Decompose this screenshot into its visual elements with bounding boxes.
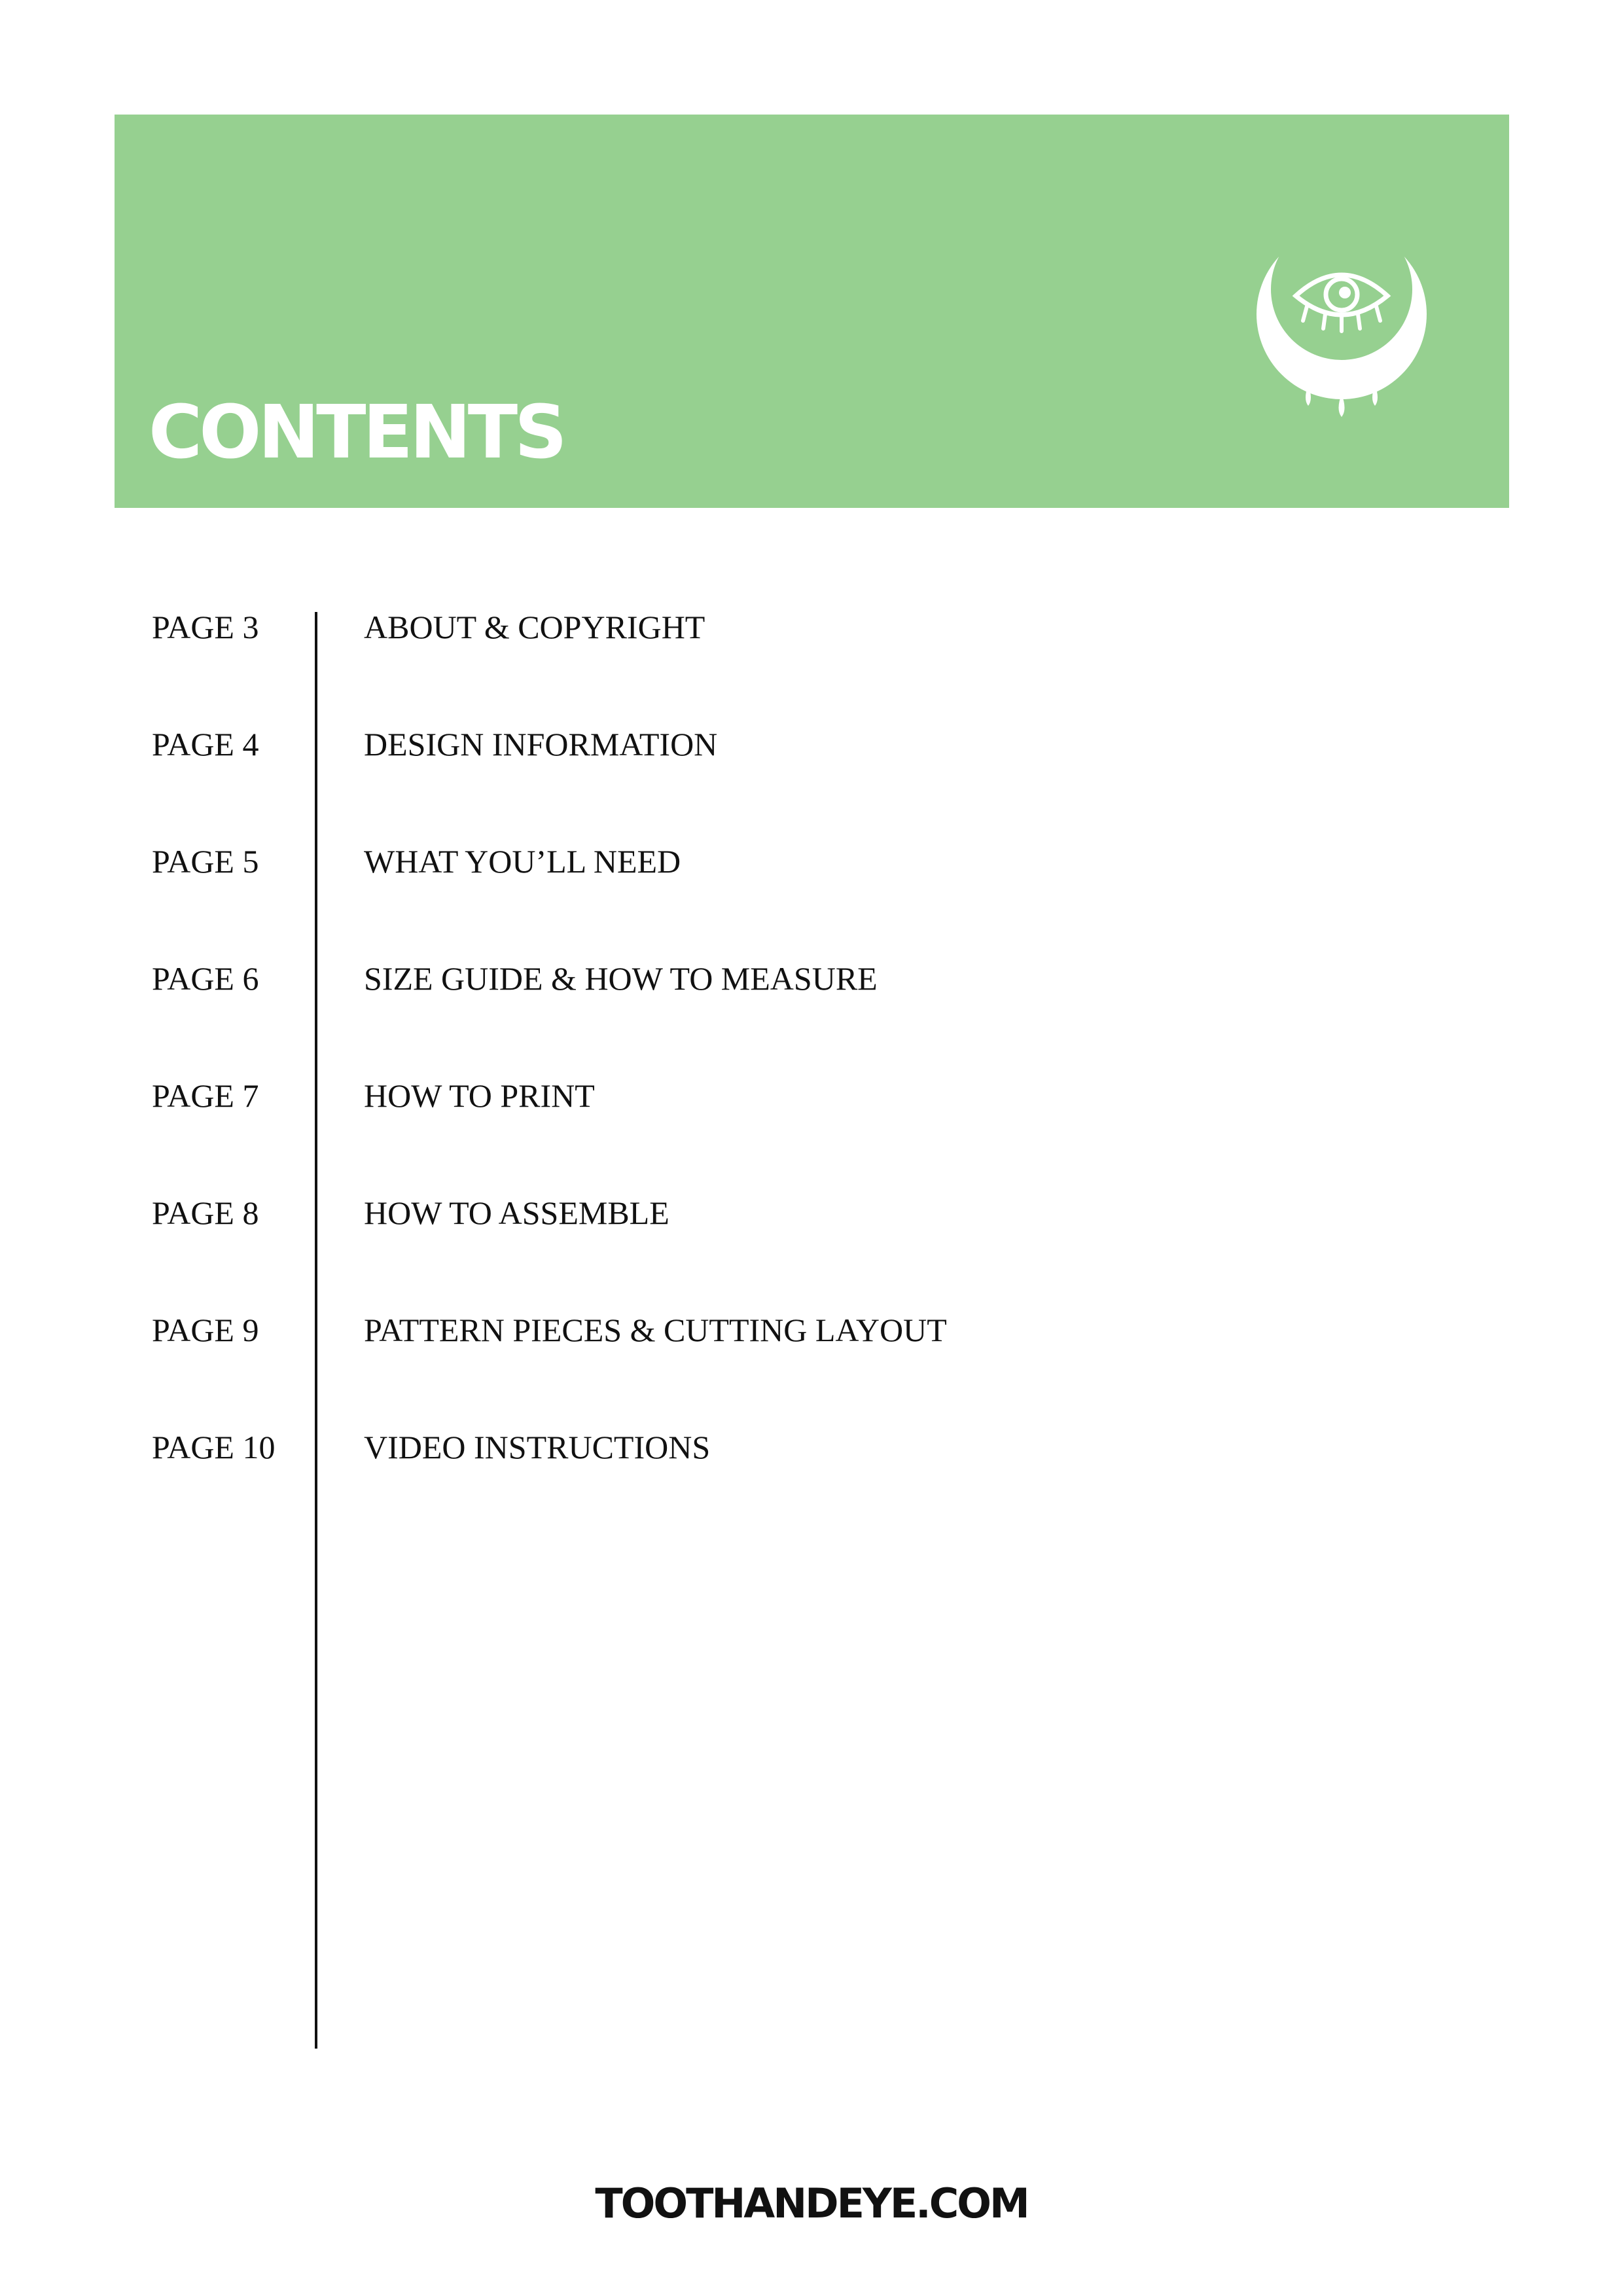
toc-item[interactable]	[0, 1304, 1623, 1356]
toc-item[interactable]	[0, 952, 1623, 1005]
toc-section-title: SIZE GUIDE & HOW TO MEASURE	[364, 960, 878, 997]
toc-item[interactable]	[0, 1187, 1623, 1239]
footer-website-link[interactable]: TOOTHANDEYE.COM	[595, 2179, 1028, 2227]
toc-page-number: PAGE 3	[152, 609, 259, 645]
toc-page-number: PAGE 6	[152, 960, 259, 997]
toc-page-number: PAGE 9	[152, 1312, 259, 1348]
toc-section-title: WHAT YOU’LL NEED	[364, 843, 681, 880]
toc-page-number: PAGE 4	[152, 726, 259, 762]
toc-item[interactable]	[0, 1421, 1623, 1473]
toc-section-title: PATTERN PIECES & CUTTING LAYOUT	[364, 1312, 947, 1348]
toc-section-title: HOW TO ASSEMBLE	[364, 1194, 669, 1231]
toc-page-number: PAGE 5	[152, 843, 259, 880]
toc-section-title: HOW TO PRINT	[364, 1077, 595, 1114]
toc-page-number: PAGE 10	[152, 1429, 276, 1465]
toc-item[interactable]	[0, 835, 1623, 888]
toc-section-title: DESIGN INFORMATION	[364, 726, 718, 762]
page-title: CONTENTS	[149, 390, 564, 475]
toc-page-number: PAGE 7	[152, 1077, 259, 1114]
toc-page-number: PAGE 8	[152, 1194, 259, 1231]
toc-item[interactable]	[0, 601, 1623, 653]
toc-section-title: VIDEO INSTRUCTIONS	[364, 1429, 711, 1465]
toc-section-title: ABOUT & COPYRIGHT	[364, 609, 705, 645]
toc-item[interactable]	[0, 718, 1623, 770]
toc-item[interactable]	[0, 1069, 1623, 1122]
